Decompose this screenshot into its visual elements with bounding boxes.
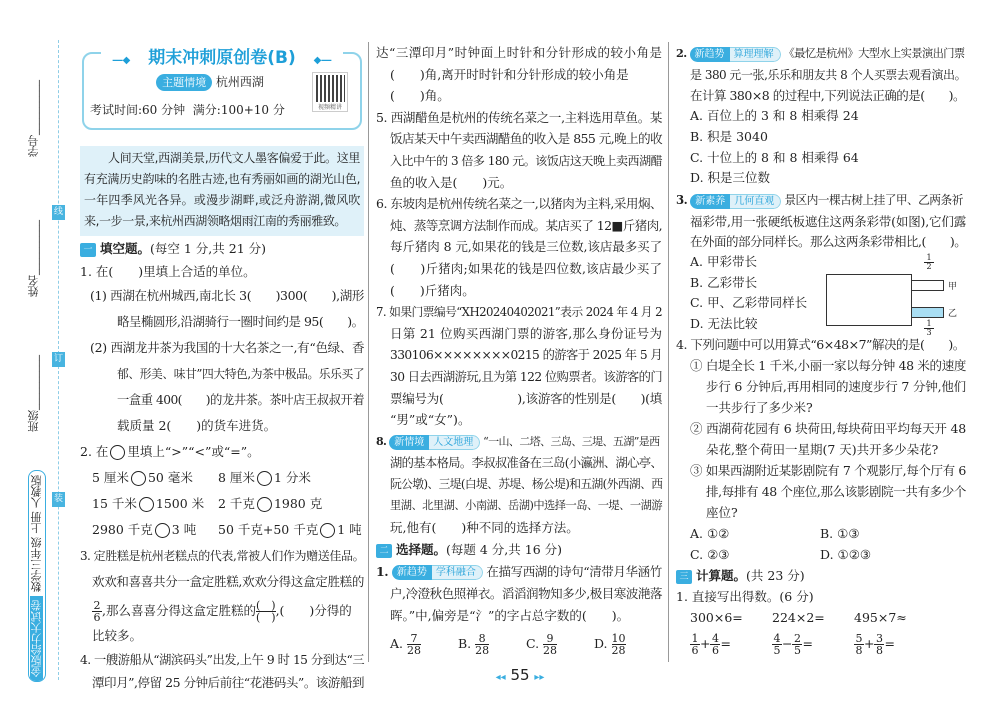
option-b[interactable]: B. 积是 3040	[690, 129, 768, 144]
option-a[interactable]: A. ①②	[690, 526, 730, 541]
question-line: 2. 新趋势 算理理解 《最忆是杭州》大型水上实景演出门票	[676, 46, 965, 60]
option-a[interactable]: A. 百位上的 3 和 8 相乘得 24	[690, 108, 859, 123]
compare-circle[interactable]	[320, 523, 335, 538]
question-line: 潭印月”,停留 25 分钟后前往“花港码头”。该游船到	[92, 675, 364, 690]
option-a[interactable]: A. $\frac{7}{28}$	[390, 632, 421, 657]
question-line: 湖的基本格局。李叔叔准备在三岛(小瀛洲、湖心亭、	[390, 456, 663, 470]
question-line: 炖、蒸等烹调方法制作而成。某店买了 12■斤猪肉,	[390, 217, 662, 233]
question-line: (1) 西湖在杭州城西,南北长 3( )300( ),湖形	[90, 288, 364, 303]
calc-item: 224×2=	[772, 610, 825, 625]
column-divider	[668, 42, 669, 662]
class-field[interactable]: 班级__________	[27, 355, 40, 432]
compare-circle[interactable]	[257, 497, 272, 512]
theme-tag: 主题情境	[156, 74, 212, 91]
student-no-field[interactable]: 学号__________	[27, 80, 40, 157]
calc-item: 300×6=	[690, 610, 743, 625]
question-line: 3. 定胜糕是杭州老糕点的代表,常被人们作为赠送佳品。	[80, 549, 364, 563]
question-line: 是 380 元一张,乐乐和朋友共 8 个人买票去观看演出。	[690, 68, 966, 82]
question-line: 8. 新情境 人文地理 “一山、二塔、三岛、三堤、五湖”是西	[376, 435, 660, 448]
question-line: 4. 一艘游船从“湖滨码头”出发,上午 9 时 15 分到达“三	[80, 653, 364, 667]
compare-circle[interactable]	[131, 471, 146, 486]
option-c[interactable]: C. 甲、乙彩带同样长	[690, 295, 808, 310]
calc-item: $\frac{4}{5}$ − $\frac{2}{5}$ =	[773, 632, 813, 657]
question-line: 30 日去西湖游玩,且为第 122 位购票者。该游客的门	[390, 370, 662, 384]
question-line: 朵花,整个荷田一星期(7 天)共开多少朵花?	[706, 442, 939, 457]
page-number: ◂◂ 55 ▸▸	[495, 666, 545, 684]
section-heading: 二 选择题。(每题 4 分,共 16 分)	[376, 540, 662, 560]
answer-fraction-blank[interactable]: $\frac{( )}{( )}$	[255, 599, 276, 624]
compare-circle[interactable]	[257, 471, 272, 486]
question-line: 4. 下列问题中可以用算式“6×48×7”解决的是( )。	[676, 337, 965, 352]
option-d[interactable]: D. ①②③	[820, 547, 872, 562]
compare-item: 5 厘米 50 毫米	[92, 470, 193, 485]
compare-circle	[110, 445, 125, 460]
question-line: 达“三潭印月”时钟面上时针和分针形成的较小角是	[376, 45, 662, 60]
question-line: 一盒重 400( )的龙井茶。茶叶店王叔叔开着	[117, 393, 364, 407]
qr-code-image	[316, 75, 345, 102]
calc-item: $\frac{1}{6}$ + $\frac{4}{6}$ =	[691, 632, 731, 657]
ribbon-yi	[912, 307, 944, 318]
compare-item: 50 千克+50 千克 1 吨	[218, 522, 362, 537]
bind-mark: 订	[52, 352, 65, 367]
question-line: 7. 如果门票编号“XH20240402021”表示 2024 年 4 月 2	[376, 305, 662, 320]
question-line: 在外面的部分同样长。那么这两条彩带相比,( )。	[690, 234, 967, 249]
compare-item: 2980 千克 3 吨	[92, 522, 197, 537]
question-line: ( )角。	[390, 88, 450, 104]
compare-circle[interactable]	[139, 497, 154, 512]
question-line: 鱼的收入是( )元。	[390, 174, 513, 190]
exam-info: 考试时间:60 分钟 满分:100+10 分	[90, 103, 285, 117]
choice-options	[390, 630, 662, 658]
tag-new-context: 新情境 人文地理	[389, 435, 480, 450]
tag-new-trend: 新趋势 学科融合	[392, 565, 483, 580]
binding-sidebar	[0, 0, 62, 712]
question-line: 入比中午的 3 倍多 180 元。该饭店这天晚上卖西湖醋	[390, 154, 662, 168]
option-a[interactable]: A. 甲彩带长	[690, 254, 757, 269]
question-line: “男”或“女”)。	[390, 412, 471, 428]
question-line: ③ 如果西湖附近某影剧院有 7 个观影厅,每个厅有 6	[690, 463, 966, 478]
compare-circle[interactable]	[155, 523, 170, 538]
question-line: 欢欢和喜喜共分一盒定胜糕,欢欢分得这盒定胜糕的	[92, 574, 365, 589]
question-line: 每斤猪肉 8 元,如果花的钱是三位数,该店最多买了	[390, 239, 662, 255]
question-line: 在计算 380×8 的过程中,下列说法正确的是( )。	[690, 88, 965, 103]
theme-line: 主题情境 杭州西湖	[112, 73, 308, 91]
question-line: 比较多。	[92, 628, 143, 643]
question-line: 日第 21 位购买西湖门票的游客,那么身份证号为	[390, 325, 662, 341]
calc-item: 495×7≈	[854, 610, 907, 625]
question-line: ( )斤猪肉。	[390, 282, 475, 298]
question-line: 户,冷澄秋色照禅衣。滔滔润物知多少,极目寒波滟落	[390, 586, 662, 601]
question-line: 票编号为( ),该游客的性别是( )(填	[390, 390, 662, 406]
option-b[interactable]: B. 乙彩带长	[690, 275, 758, 290]
name-field[interactable]: 姓名__________	[27, 220, 40, 297]
option-b[interactable]: B. ①③	[820, 526, 860, 541]
question-line: 排,每排有 48 个座位,那么该影剧院一共有多少个	[706, 484, 966, 499]
question-line: 330106××××××××0215 的游客于 2025 年 5 月	[390, 348, 662, 363]
question-line: ( )斤猪肉;如果花的钱是四位数,该店最少买了	[390, 261, 662, 276]
option-d[interactable]: D. $\frac{10}{28}$	[593, 632, 626, 657]
intro-passage: 人间天堂,西湖美景,历代文人墨客偏爱于此。这里有充满历史韵味的名胜古迹,也有秀丽如画的湖光山色,一年四季风光各异。或漫步湖畔,或泛舟游湖,微风吹来,一步一景,来杭州西湖领略烟雨江南的秀丽雅致。	[80, 146, 364, 236]
ribbon-jia	[912, 280, 944, 291]
question-line: 1. 直接写出得数。(6 分)	[676, 589, 814, 604]
cardboard	[826, 274, 912, 326]
compare-item: 8 厘米 1 分米	[218, 470, 311, 485]
question-line: 3. 新素养 几何直观 景区内一棵古树上挂了甲、乙两条祈	[676, 193, 963, 207]
question-line: 晖。”中,偏旁是“氵”的字占总字数的( )。	[390, 608, 630, 623]
question-line: 阮公墩)、三堤(白堤、苏堤、杨公堤)和五湖(外西湖、西	[390, 477, 663, 491]
question-line: 1. 在( )里填上合适的单位。	[80, 264, 256, 279]
option-c[interactable]: C. 十位上的 8 和 8 相乘得 64	[690, 150, 859, 165]
calc-item: $\frac{5}{8}$ + $\frac{3}{8}$ =	[855, 632, 895, 657]
question-line: 1. 新趋势 学科融合 在描写西湖的诗句“清带月华涵竹	[376, 564, 662, 579]
compare-item: 15 千米 1500 米	[92, 496, 205, 511]
question-line: 2. 在 里填上“>”“<”或“=”。	[80, 444, 260, 459]
question-line: (2) 西湖龙井茶为我国的十大名茶之一,有“色绿、香	[90, 340, 365, 355]
question-line: ① 白堤全长 1 千米,小丽一家以每分钟 48 米的速度	[690, 358, 966, 373]
question-line: 一共步行了多少米?	[706, 400, 813, 415]
qr-code[interactable]: 视频精讲	[312, 72, 348, 112]
question-line: ( )角,离开时时针和分针形成的较小角是	[390, 66, 629, 82]
question-line: 里湖、北里湖、小南湖、岳湖)中选择一岛、一堤、一湖游	[390, 499, 662, 512]
section-heading: 三 计算题。(共 23 分)	[676, 566, 966, 586]
question-line: 饭店某天中午卖西湖醋鱼的收入是 855 元,晚上的收	[390, 131, 662, 147]
question-line: ② 西湖荷花园有 6 块荷田,每块荷田平均每天开 48	[690, 421, 966, 436]
ribbon-figure: $\frac{1}{2}$ $\frac{1}{3}$ 甲 乙	[826, 260, 966, 340]
tag-new-literacy: 新素养 几何直观	[690, 194, 781, 209]
exam-title: ―◆ 期末冲刺原创卷(B) ◆―	[82, 43, 362, 68]
bind-mark: 线	[52, 205, 65, 220]
question-line: 步行 6 分钟后,再用相同的速度步行 7 分钟,他们	[706, 379, 966, 394]
option-d[interactable]: D. 无法比较	[690, 316, 758, 331]
option-d[interactable]: D. 积是三位数	[690, 170, 771, 185]
question-line: 6. 东坡肉是杭州传统名菜之一,以猪肉为主料,采用焖、	[376, 196, 662, 212]
question-line: 福彩带,用一张硬纸板遮住这两条彩带(如图),它们露	[690, 214, 966, 229]
question-line: 玩,他有( )种不同的选择方法。	[390, 520, 579, 535]
column-divider	[368, 42, 369, 662]
option-b[interactable]: B. $\frac{8}{28}$	[457, 632, 490, 657]
section-heading: 一 填空题。(每空 1 分,共 21 分)	[80, 239, 364, 259]
tag-new-trend: 新趋势 算理理解	[690, 47, 781, 62]
option-c[interactable]: C. $\frac{9}{28}$	[525, 632, 558, 657]
question-line: 载质量 2( )的货车进货。	[117, 418, 277, 433]
question-line: 座位?	[706, 505, 738, 520]
question-line: 略呈椭圆形,沿湖骑行一圈时间约是 95( )。	[117, 314, 364, 329]
question-line: 郁、形美、味甘”四大特色,为茶中极品。乐乐买了	[117, 367, 364, 381]
bind-mark: 装	[52, 492, 65, 507]
question-line: 5. 西湖醋鱼是杭州的传统名菜之一,主料选用草鱼。某	[376, 109, 662, 125]
compare-item: 2 千克 1980 克	[218, 496, 323, 511]
question-line: $\frac{2}{6}$ ,那么喜喜分得这盒定胜糕的 $\frac{( )}{( )}$ ,( )分得的	[93, 599, 352, 624]
series-label: 金版给力大试卷数学三年级 上册 人教版	[28, 470, 46, 682]
option-c[interactable]: C. ②③	[690, 547, 730, 562]
